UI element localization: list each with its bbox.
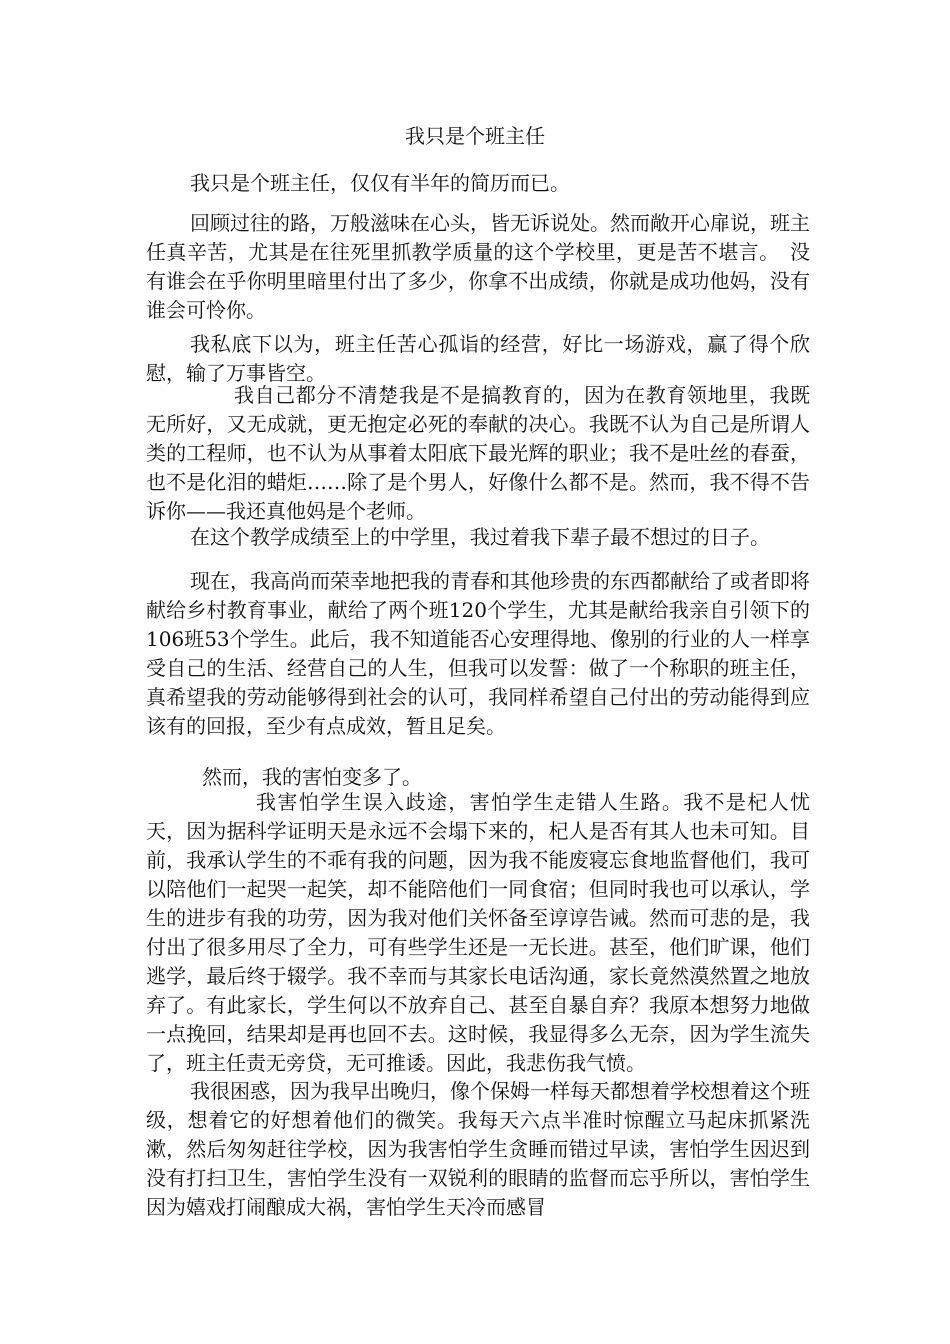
paragraph-8: 我害怕学生误入歧途，害怕学生走错人生路。我不是杞人忧天，因为据科学证明天是永远不会塌下来的，杞人是否有其人也未可知。目前，我承认学生的不乖有我的问题，因为我不能废寝忘食地监督他们，我可以陪他们一起哭一起笑，却不能陪他们一同食宿；但同时我也可以承认，学生的进步有我的功劳，因为我对他们关怀备至谆谆告诫。然而可悲的是，我付出了很多用尽了全力，可有些学生还是一无长进。甚至，他们旷课，他们逃学，最后终于辍学。我不幸而与其家长电话沟通，家长竟然漠然置之地放弃了。有此家长，学生何以不放弃自己、甚至自暴自弃？我原本想努力地做一点挽回，结果却是再也回不去。这时候，我显得多么无奈，因为学生流失了，班主任责无旁贷，无可推诿。因此，我悲伤我气愤。 [146, 790, 810, 1075]
paragraph-1: 我只是个班主任，仅仅有半年的简历而已。 [190, 171, 570, 195]
paragraph-9: 我很困惑，因为我早出晚归，像个保姆一样每天都想着学校想着这个班级，想着它的好想着他们的微笑。我每天六点半准时惊醒立马起床抓紧洗漱，然后匆匆赶往学校，因为我害怕学生贪睡而错过早读，害怕学生因迟到没有打扫卫生，害怕学生没有一双锐利的眼睛的监督而忘乎所以，害怕学生因为嬉戏打闹酿成大祸，害怕学生天冷而感冒 [146, 1079, 810, 1219]
paragraph-4: 我自己都分不清楚我是不是搞教育的，因为在教育领地里，我既无所好，又无成就，更无抱定必死的奉献的决心。我既不认为自己是所谓人类的工程师，也不认为从事着太阳底下最光辉的职业；我不是吐丝的春蚕，也不是化泪的蜡炬……除了是个男人，好像什么都不是。然而，我不得不告诉你——我还真他妈是个老师。 [146, 383, 810, 523]
document-title: 我只是个班主任 [405, 124, 545, 148]
paragraph-5: 在这个教学成绩至上的中学里，我过着我下辈子最不想过的日子。 [190, 525, 770, 549]
paragraph-6: 现在，我高尚而荣幸地把我的青春和其他珍贵的东西都献给了或者即将献给乡村教育事业，献给了两个班120个学生，尤其是献给我亲自引领下的106班53个学生。此后，我不知道能否心安理得地、像别的行业的人一样享受自己的生活、经营自己的人生，但我可以发誓：做了一个称职的班主任，真希望我的劳动能够得到社会的认可，我同样希望自己付出的劳动能得到应该有的回报，至少有点成效，暂且足矣。 [146, 569, 810, 738]
paragraph-7: 然而，我的害怕变多了。 [202, 765, 422, 789]
paragraph-3: 我私底下以为，班主任苦心孤诣的经营，好比一场游戏，赢了得个欣慰，输了万事皆空。 [146, 332, 810, 385]
paragraph-2: 回顾过往的路，万般滋味在心头，皆无诉说处。然而敞开心扉说，班主任真辛苦，尤其是在往死里抓教学质量的这个学校里，更是苦不堪言。 没有谁会在乎你明里暗里付出了多少，你拿不出成绩，你就是成功他妈，没有谁会可怜你。 [146, 211, 810, 322]
